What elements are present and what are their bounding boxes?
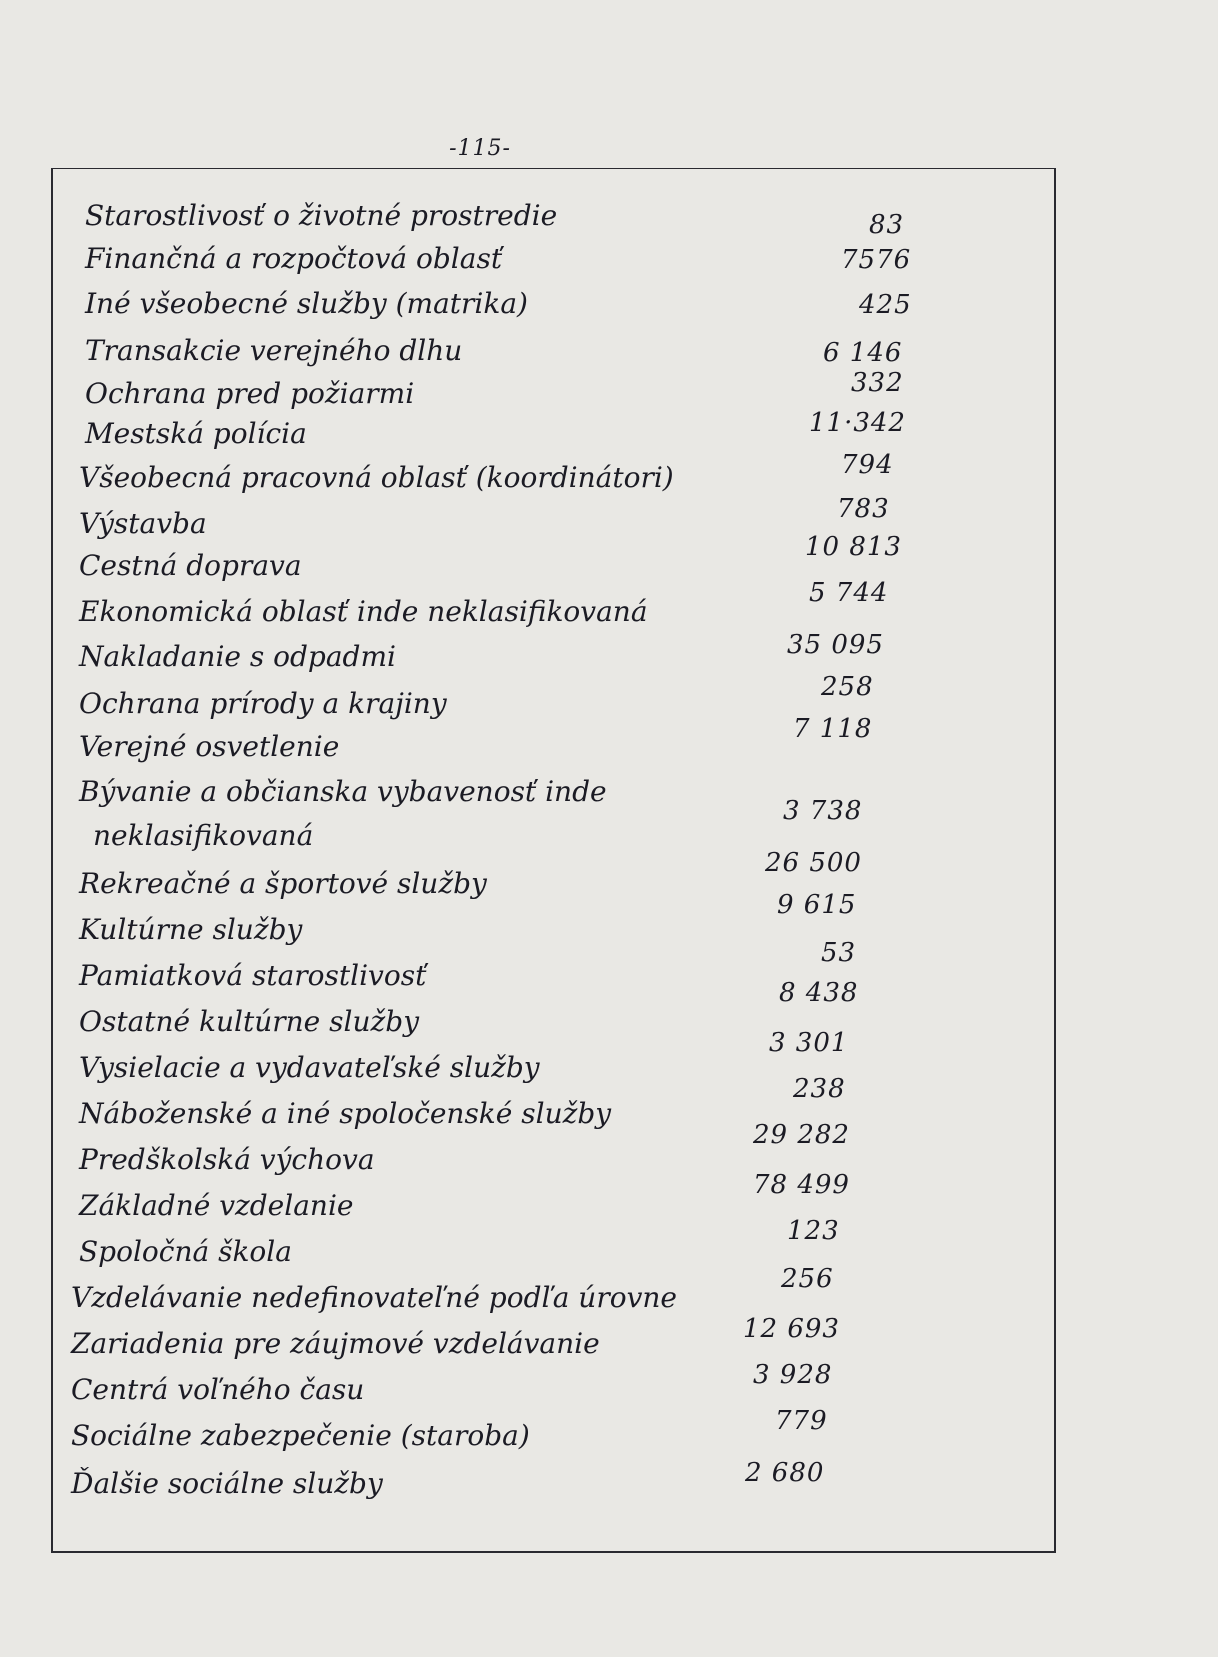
row-label: Nakladanie s odpadmi	[79, 640, 396, 673]
row-value: 3 738	[783, 796, 863, 826]
row-value: 258	[821, 672, 874, 702]
row-label: Ochrana prírody a krajiny	[79, 687, 447, 720]
row-value: 7576	[841, 245, 912, 275]
row-value: 35 095	[787, 630, 884, 660]
row-value: 425	[859, 290, 912, 320]
row-label: Všeobecná pracovná oblasť (koordinátori)	[79, 461, 674, 494]
row-label: Zariadenia pre záujmové vzdelávanie	[71, 1327, 600, 1360]
row-value: 10 813	[805, 532, 902, 562]
row-value: 779	[775, 1406, 828, 1436]
row-value: 7 118	[793, 714, 873, 744]
row-value: 3 928	[753, 1360, 833, 1390]
row-label-continued: neklasifikovaná	[93, 819, 314, 852]
row-value: 26 500	[765, 848, 862, 878]
row-label: Centrá voľného času	[71, 1373, 365, 1406]
row-label: Vysielacie a vydavateľské služby	[79, 1051, 540, 1084]
row-label: Sociálne zabezpečenie (staroba)	[71, 1419, 530, 1452]
row-label: Ekonomická oblasť inde neklasifikovaná	[79, 595, 648, 628]
page-number: -115-	[449, 136, 511, 161]
row-value: 256	[781, 1264, 834, 1294]
row-value: 332	[851, 368, 904, 398]
row-label: Cestná doprava	[79, 549, 302, 582]
row-value: 12 693	[743, 1314, 840, 1344]
row-label: Ďalšie sociálne služby	[71, 1467, 383, 1500]
row-value: 53	[821, 938, 857, 968]
row-label: Pamiatková starostlivosť	[79, 959, 427, 992]
row-label: Kultúrne služby	[79, 913, 303, 946]
row-label: Bývanie a občianska vybavenosť inde	[79, 775, 607, 808]
row-label: Mestská polícia	[85, 417, 307, 450]
row-label: Výstavba	[79, 507, 207, 540]
row-label: Transakcie verejného dlhu	[85, 334, 463, 367]
row-value: 11·342	[809, 408, 906, 438]
row-label: Iné všeobecné služby (matrika)	[85, 287, 528, 320]
row-label: Verejné osvetlenie	[79, 730, 340, 763]
row-value: 783	[837, 494, 890, 524]
row-label: Ostatné kultúrne služby	[79, 1005, 420, 1038]
handwritten-table	[51, 168, 1056, 1553]
row-label: Finančná a rozpočtová oblasť	[85, 242, 503, 275]
row-value: 78 499	[753, 1170, 850, 1200]
row-value: 2 680	[745, 1458, 825, 1488]
row-label: Vzdelávanie nedefinovateľné podľa úrovne	[71, 1281, 678, 1314]
row-label: Rekreačné a športové služby	[79, 867, 487, 900]
row-label: Predškolská výchova	[79, 1143, 375, 1176]
row-value: 29 282	[753, 1120, 850, 1150]
row-value: 9 615	[777, 890, 857, 920]
row-value: 83	[869, 210, 905, 240]
row-label: Náboženské a iné spoločenské služby	[79, 1097, 612, 1130]
row-value: 123	[787, 1216, 840, 1246]
row-label: Ochrana pred požiarmi	[85, 377, 415, 410]
row-label: Starostlivosť o životné prostredie	[85, 199, 558, 232]
row-label: Spoločná škola	[79, 1235, 292, 1268]
row-value: 794	[841, 450, 894, 480]
row-value: 238	[793, 1074, 846, 1104]
row-label: Základné vzdelanie	[79, 1189, 354, 1222]
row-value: 5 744	[809, 578, 889, 608]
row-value: 8 438	[779, 978, 859, 1008]
row-value: 3 301	[769, 1028, 849, 1058]
row-value: 6 146	[823, 338, 903, 368]
